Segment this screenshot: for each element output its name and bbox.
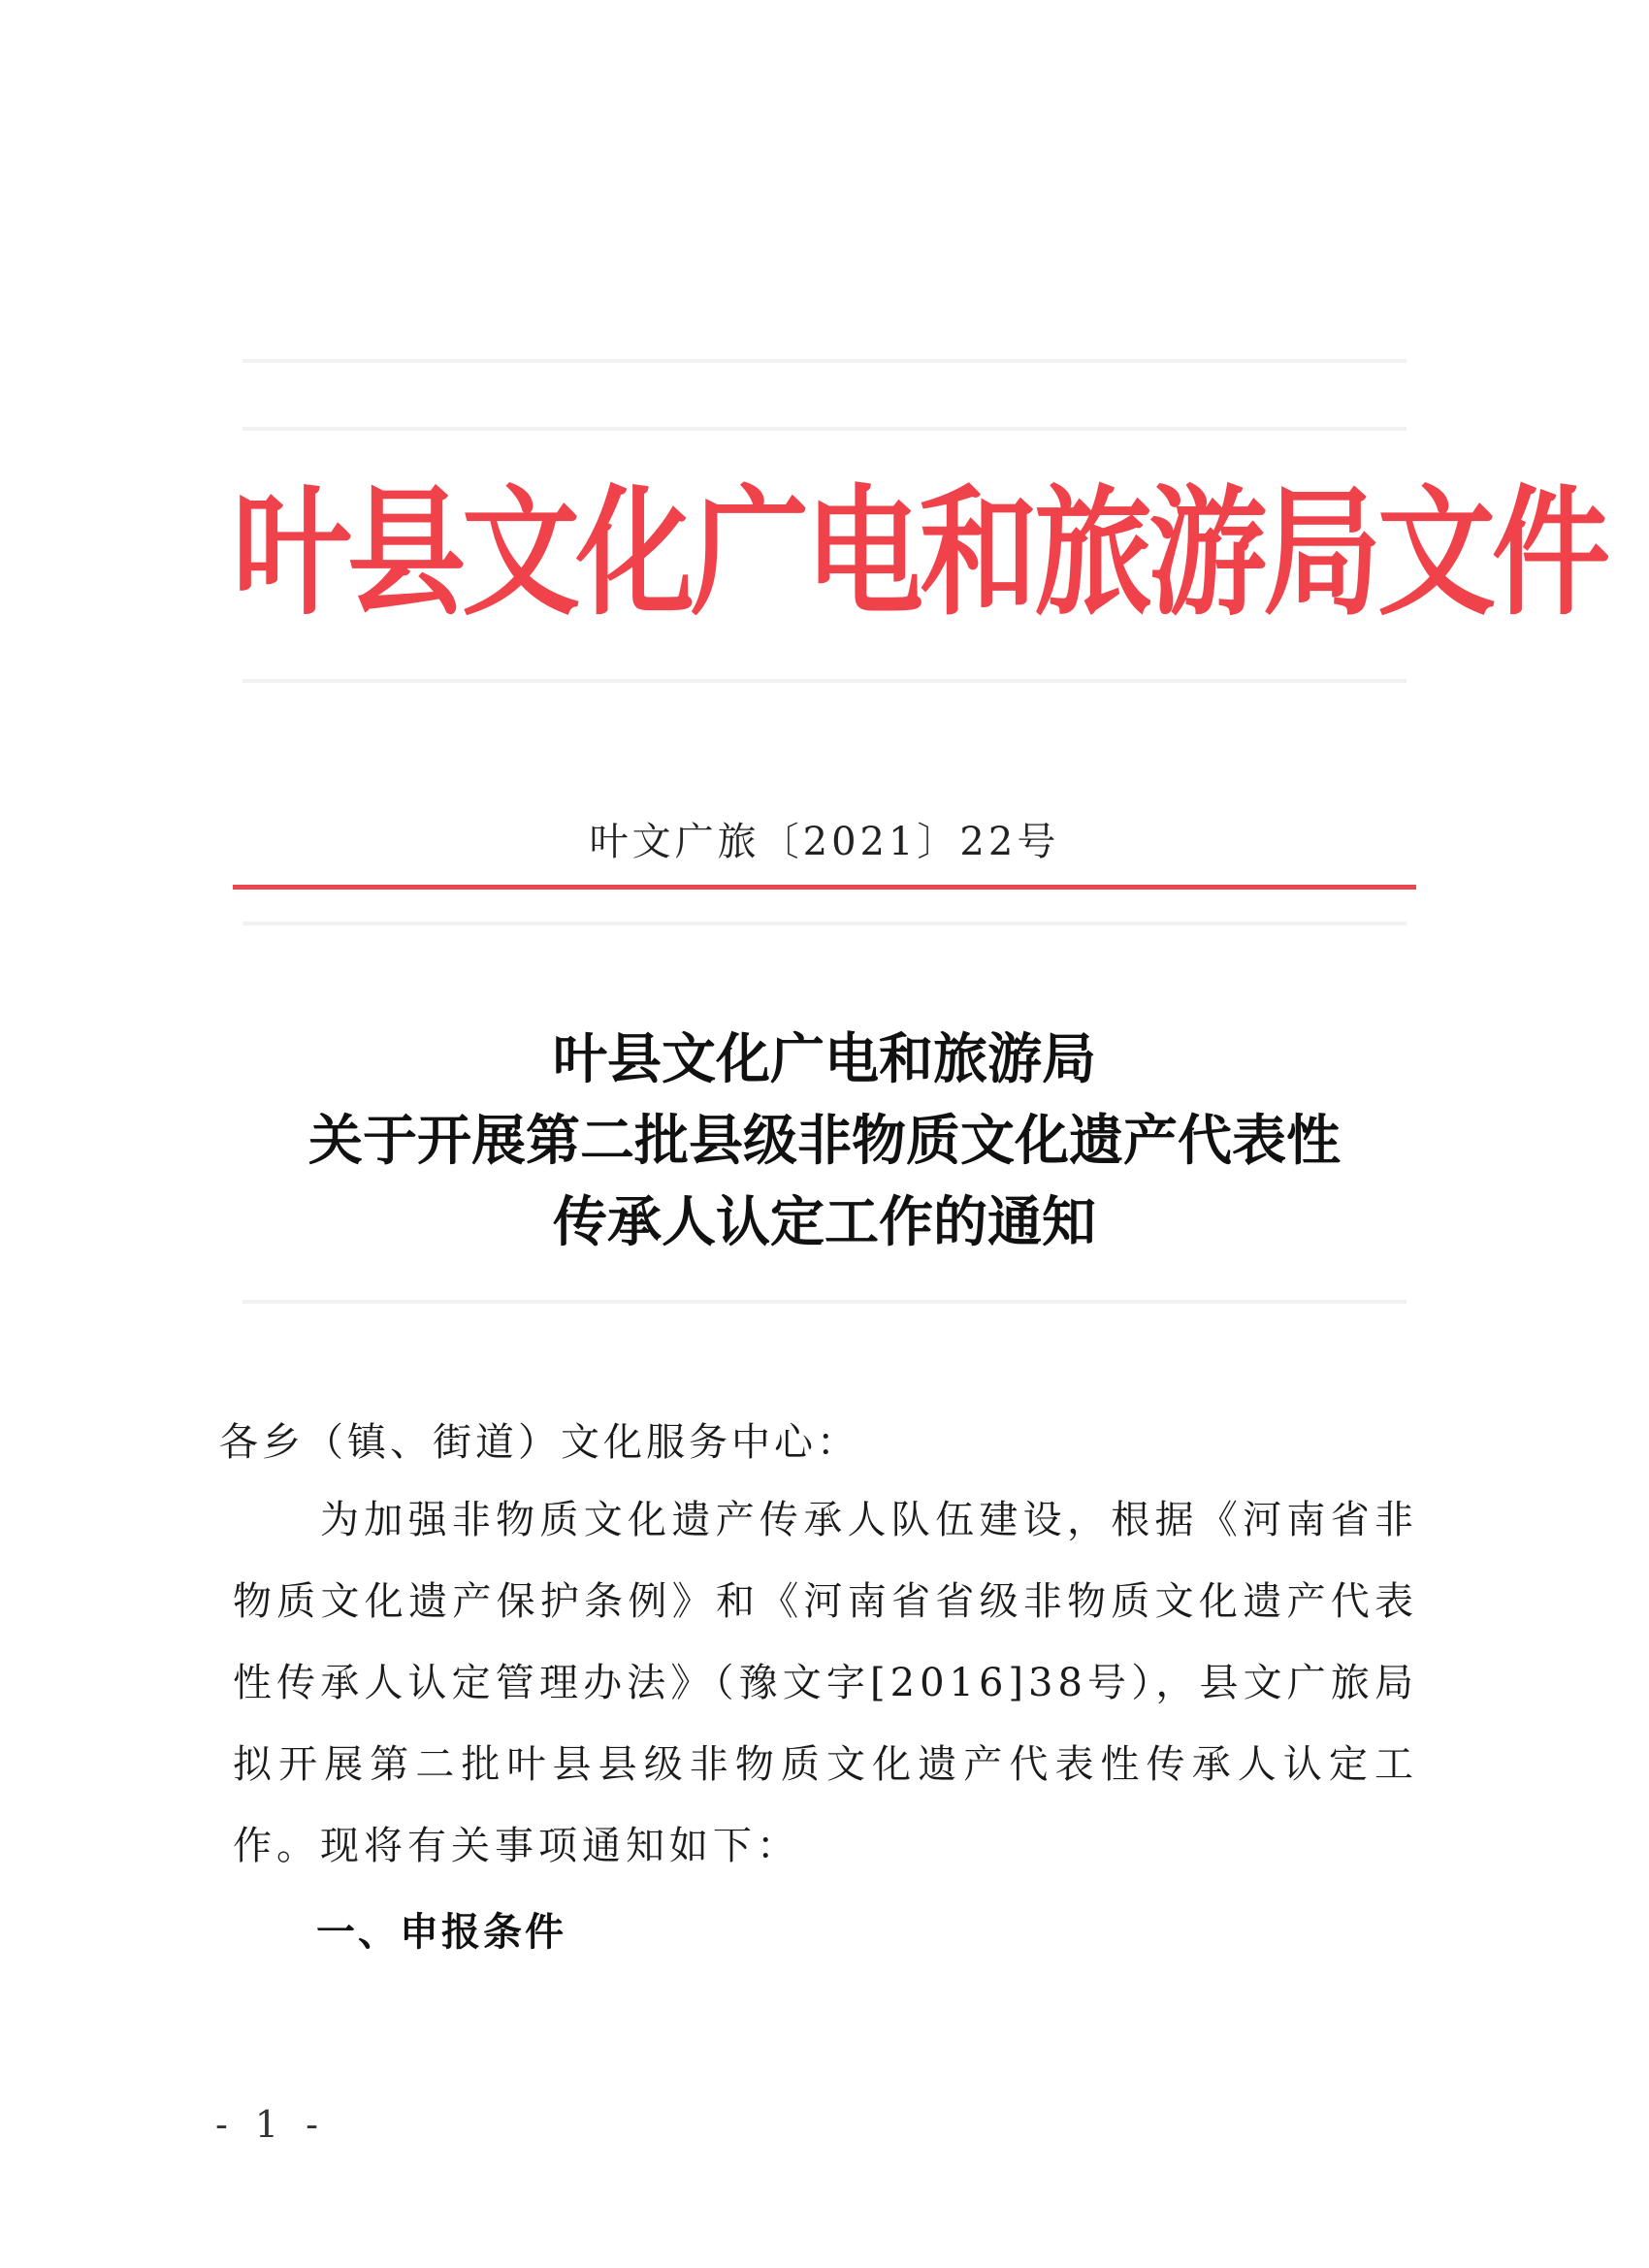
title-line-3: 传承人认定工作的通知 xyxy=(553,1190,1096,1254)
title-line-2: 关于开展第二批县级非物质文化遗产代表性 xyxy=(308,1109,1341,1173)
document-number: 叶文广旅〔2021〕22号 xyxy=(589,820,1060,864)
body-paragraph: 为加强非物质文化遗产传承人队伍建设，根据《河南省非物质文化遗产保护条例》和《河南省省级非物质文化遗产代表性传承人认定管理办法》（豫文字[2016]38号），县文广旅局拟开展第二批叶县县级非物质文化遗产代表性传承人认定工作。现将有关事项通知如下： xyxy=(233,1498,1418,1868)
bleed-through-mark xyxy=(242,679,1406,683)
bleed-through-mark xyxy=(242,922,1406,925)
red-divider-line xyxy=(233,885,1416,890)
bleed-through-mark xyxy=(242,427,1406,431)
title-line-1: 叶县文化广电和旅游局 xyxy=(553,1027,1096,1091)
bleed-through-mark xyxy=(242,1300,1406,1304)
page-number: - 1 - xyxy=(215,2103,327,2146)
salutation: 各乡（镇、街道）文化服务中心： xyxy=(219,1420,859,1465)
notice-title xyxy=(0,1019,1649,1263)
section-heading: 一、申报条件 xyxy=(316,1910,566,1955)
red-letterhead-title: 叶县文化广电和旅游局文件 xyxy=(233,471,1606,635)
bleed-through-mark xyxy=(242,359,1406,363)
